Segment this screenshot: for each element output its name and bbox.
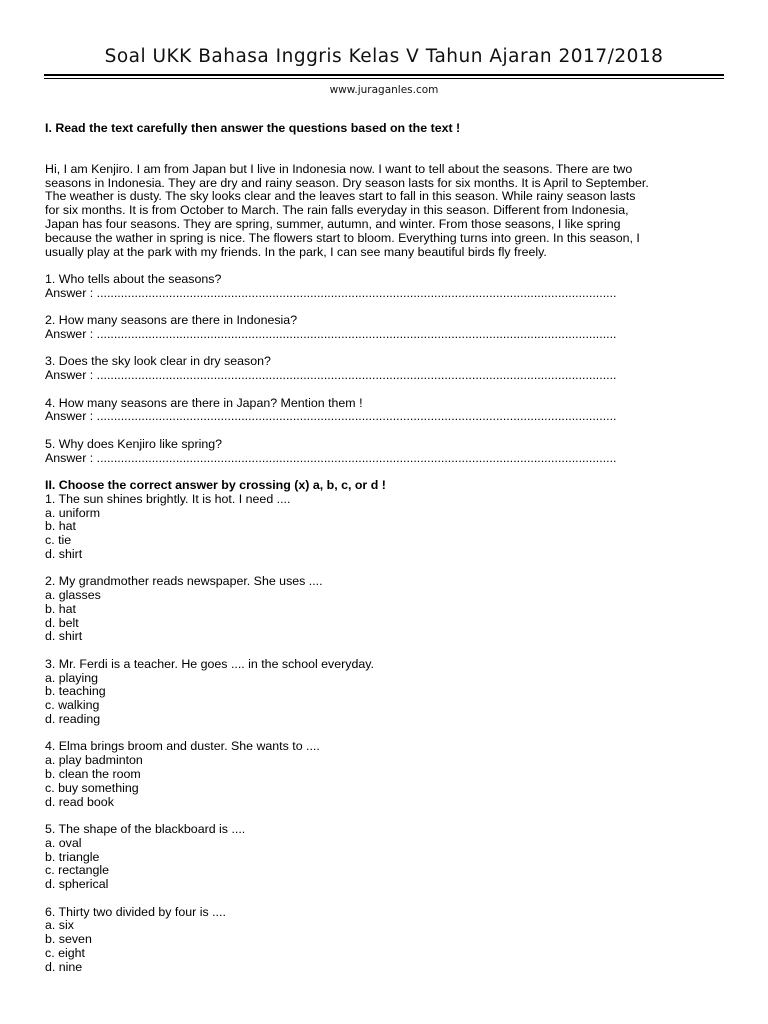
essay-question <box>45 314 735 342</box>
mc-question-text: 5. The shape of the blackboard is .... <box>45 822 246 837</box>
passage-line: because the wather in spring is nice. The flowers start to bloom. Everything turns into green. In this season, I <box>45 230 640 245</box>
mc-option: d. spherical <box>45 877 109 892</box>
reading-passage <box>45 163 735 260</box>
mc-option: c. tie <box>45 533 72 548</box>
multiple-choice-section <box>45 479 735 975</box>
mc-option: b. triangle <box>45 849 100 864</box>
answer-line: Answer : ....................................................................................................................................................... <box>45 285 617 300</box>
mc-option: d. shirt <box>45 546 83 561</box>
answer-line: Answer : ....................................................................................................................................................... <box>45 450 617 465</box>
mc-question <box>45 823 735 892</box>
document-title: Soal UKK Bahasa Inggris Kelas V Tahun Ajaran 2017/2018 <box>104 46 664 67</box>
mc-question-text: 4. Elma brings broom and duster. She wants to .... <box>45 739 320 754</box>
answer-line: Answer : ....................................................................................................................................................... <box>45 409 617 424</box>
passage-line: Japan has four seasons. They are spring, summer, autumn, and winter. From those seasons, I like spring <box>45 216 621 231</box>
mc-question-text: 1. The sun shines brightly. It is hot. I need .... <box>45 491 291 506</box>
mc-option: b. hat <box>45 601 77 616</box>
section1-heading: I. Read the text carefully then answer the questions based on the text ! <box>45 121 461 135</box>
mc-option: a. oval <box>45 835 82 850</box>
essay-question <box>45 355 735 383</box>
mc-question <box>45 658 735 727</box>
mc-option: b. seven <box>45 932 92 947</box>
website-link[interactable]: www.juraganles.com <box>329 84 439 96</box>
mc-option: d. reading <box>45 712 101 727</box>
mc-option: d. read book <box>45 794 114 809</box>
mc-question <box>45 493 735 562</box>
mc-option: a. six <box>45 918 74 933</box>
mc-question-text: 6. Thirty two divided by four is .... <box>45 904 226 919</box>
section2-heading: II. Choose the correct answer by crossing (x) a, b, c, or d ! <box>45 477 386 492</box>
passage-line: The weather is dusty. The sky looks clear and the leaves start to fall in this season. While rainy season lasts <box>45 189 636 204</box>
answer-line: Answer : ....................................................................................................................................................... <box>45 326 617 341</box>
essay-question <box>45 397 735 425</box>
mc-option: d. shirt <box>45 629 83 644</box>
mc-option: d. nine <box>45 959 83 974</box>
essay-question <box>45 273 735 301</box>
passage-line: Hi, I am Kenjiro. I am from Japan but I live in Indonesia now. I want to tell about the seasons. There are two <box>45 161 633 176</box>
passage-line: seasons in Indonesia. They are dry and rainy season. Dry season lasts for six months. It is April to September. <box>45 175 649 190</box>
question-text: 3. Does the sky look clear in dry season? <box>45 354 271 369</box>
mc-option: a. uniform <box>45 505 101 520</box>
essay-questions <box>45 273 735 465</box>
title-underline-thin <box>44 78 724 79</box>
mc-option: d. belt <box>45 615 79 630</box>
question-text: 2. How many seasons are there in Indonesia? <box>45 313 298 328</box>
mc-option: b. hat <box>45 519 77 534</box>
mc-question-text: 3. Mr. Ferdi is a teacher. He goes .... in the school everyday. <box>45 656 374 671</box>
title-underline-thick <box>44 74 724 76</box>
mc-option: b. clean the room <box>45 767 141 782</box>
multiple-choice-list <box>45 493 735 975</box>
question-text: 5. Why does Kenjiro like spring? <box>45 436 222 451</box>
mc-question <box>45 906 735 975</box>
question-text: 1. Who tells about the seasons? <box>45 271 222 286</box>
question-text: 4. How many seasons are there in Japan? Mention them ! <box>45 395 363 410</box>
essay-question <box>45 438 735 466</box>
mc-option: a. glasses <box>45 588 101 603</box>
answer-line: Answer : ....................................................................................................................................................... <box>45 368 617 383</box>
mc-option: c. rectangle <box>45 863 110 878</box>
mc-option: c. eight <box>45 945 85 960</box>
mc-question <box>45 575 735 644</box>
passage-line: for six months. It is from October to March. The rain falls everyday in this season. Different from Indonesia, <box>45 203 629 218</box>
passage-line: usually play at the park with my friends. In the park, I can see many beautiful birds fly freely. <box>45 244 547 259</box>
worksheet-content <box>45 122 735 975</box>
mc-option: a. play badminton <box>45 753 143 768</box>
mc-option: c. buy something <box>45 780 139 795</box>
mc-question-text: 2. My grandmother reads newspaper. She uses .... <box>45 574 323 589</box>
mc-option: c. walking <box>45 698 100 713</box>
mc-option: a. playing <box>45 670 99 685</box>
mc-option: b. teaching <box>45 684 106 699</box>
mc-question <box>45 740 735 809</box>
